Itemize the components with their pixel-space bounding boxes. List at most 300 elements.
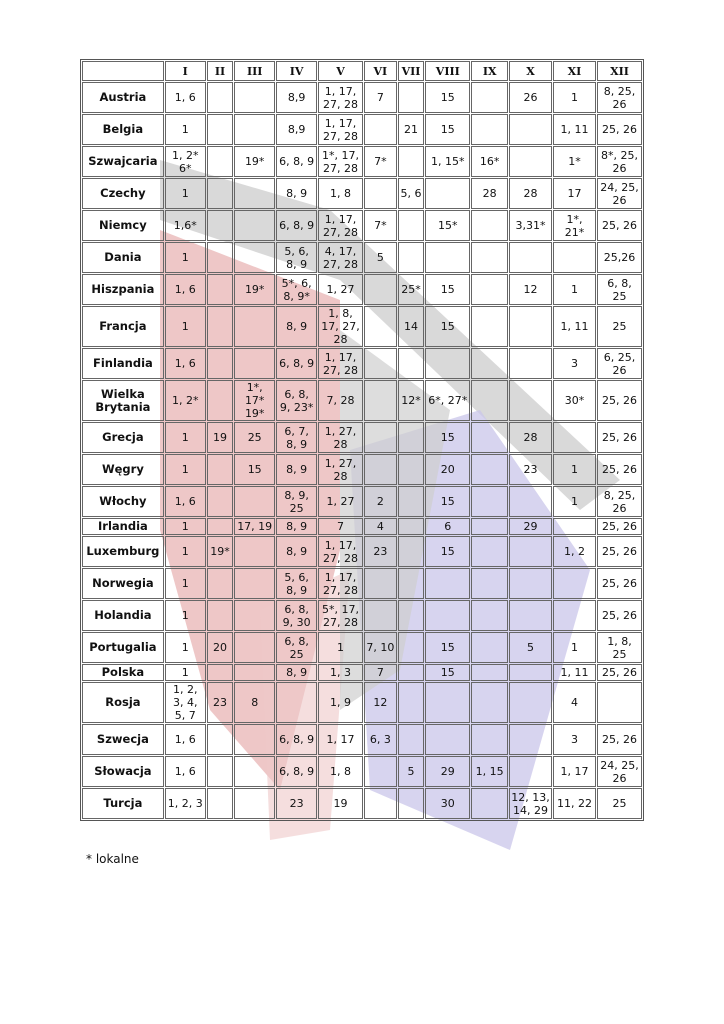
holiday-dates-cell: 1	[165, 632, 206, 663]
holiday-dates-cell: 7*	[364, 146, 397, 177]
holiday-dates-cell	[553, 600, 596, 631]
holiday-dates-cell	[234, 210, 275, 241]
holiday-dates-cell	[509, 756, 552, 787]
holiday-dates-cell: 1, 17, 27, 28	[318, 210, 363, 241]
holiday-dates-cell: 25, 26	[597, 518, 642, 535]
holiday-dates-cell: 1, 6	[165, 756, 206, 787]
holiday-dates-cell	[364, 178, 397, 209]
holiday-dates-cell: 15	[425, 422, 470, 453]
country-name: Rosja	[82, 682, 164, 723]
holiday-dates-cell	[471, 306, 508, 347]
holiday-dates-cell	[398, 454, 425, 485]
holiday-dates-cell: 1, 2, 3, 4, 5, 7	[165, 682, 206, 723]
holiday-dates-cell: 7	[364, 82, 397, 113]
holiday-dates-cell	[207, 146, 234, 177]
holiday-dates-cell	[398, 682, 425, 723]
holiday-dates-cell	[471, 664, 508, 681]
holiday-dates-cell	[234, 348, 275, 379]
country-name: Turcja	[82, 788, 164, 819]
holiday-dates-cell: 1, 27, 28	[318, 454, 363, 485]
holiday-dates-cell: 25, 26	[597, 664, 642, 681]
table-row	[82, 114, 642, 145]
holiday-dates-cell	[471, 600, 508, 631]
holiday-dates-cell	[509, 146, 552, 177]
holiday-dates-cell: 1, 8	[318, 756, 363, 787]
holiday-dates-cell	[234, 536, 275, 567]
holiday-dates-cell: 8	[234, 682, 275, 723]
country-name: Szwajcaria	[82, 146, 164, 177]
holiday-dates-cell: 1	[165, 536, 206, 567]
holiday-dates-cell: 1, 8	[318, 178, 363, 209]
holiday-dates-cell: 6, 7, 8, 9	[276, 422, 317, 453]
holiday-dates-cell: 1, 8, 25	[597, 632, 642, 663]
holiday-dates-cell: 12	[509, 274, 552, 305]
holiday-dates-cell: 8, 9	[276, 306, 317, 347]
country-name: Francja	[82, 306, 164, 347]
holiday-dates-cell	[398, 486, 425, 517]
table-row	[82, 756, 642, 787]
header-month: VII	[398, 61, 425, 81]
holiday-dates-cell	[207, 178, 234, 209]
holiday-dates-cell: 25, 26	[597, 536, 642, 567]
holiday-dates-cell: 8, 9	[276, 536, 317, 567]
holiday-dates-cell: 1, 8, 17, 27, 28	[318, 306, 363, 347]
holiday-dates-cell: 19	[318, 788, 363, 819]
holiday-dates-cell: 16*	[471, 146, 508, 177]
holiday-dates-cell	[364, 274, 397, 305]
holiday-dates-cell	[364, 568, 397, 599]
table-row	[82, 306, 642, 347]
holiday-dates-cell	[364, 454, 397, 485]
holiday-dates-cell: 6, 3	[364, 724, 397, 755]
holiday-dates-cell	[471, 518, 508, 535]
holiday-dates-cell: 7	[318, 518, 363, 535]
header-month: VI	[364, 61, 397, 81]
holiday-dates-cell: 1	[165, 664, 206, 681]
holiday-dates-cell: 26	[509, 82, 552, 113]
holiday-dates-cell	[398, 724, 425, 755]
holiday-dates-cell: 1, 17, 27, 28	[318, 82, 363, 113]
holiday-dates-cell	[398, 632, 425, 663]
holiday-dates-cell	[471, 380, 508, 421]
holiday-dates-cell: 25, 26	[597, 380, 642, 421]
holiday-dates-cell: 1, 2, 3	[165, 788, 206, 819]
holiday-dates-cell	[471, 422, 508, 453]
holiday-dates-cell: 25*	[398, 274, 425, 305]
holiday-dates-cell	[425, 682, 470, 723]
holiday-dates-cell	[398, 422, 425, 453]
holiday-dates-cell: 1,6*	[165, 210, 206, 241]
holiday-dates-cell	[234, 568, 275, 599]
holiday-dates-cell: 1*	[553, 146, 596, 177]
holiday-dates-cell: 8,9	[276, 82, 317, 113]
holiday-dates-cell: 15	[425, 114, 470, 145]
holiday-dates-cell: 1, 27, 28	[318, 422, 363, 453]
country-name: Włochy	[82, 486, 164, 517]
holiday-dates-cell	[207, 242, 234, 273]
holiday-dates-cell: 25, 26	[597, 568, 642, 599]
country-name: Austria	[82, 82, 164, 113]
table-row	[82, 210, 642, 241]
holiday-dates-cell: 23	[364, 536, 397, 567]
holiday-dates-cell: 1	[165, 454, 206, 485]
country-name: Irlandia	[82, 518, 164, 535]
holiday-dates-cell	[425, 178, 470, 209]
holiday-dates-cell	[207, 306, 234, 347]
holiday-dates-cell: 4	[364, 518, 397, 535]
table-row	[82, 82, 642, 113]
holiday-dates-cell: 25	[597, 788, 642, 819]
holiday-dates-cell: 15	[425, 306, 470, 347]
holiday-dates-cell	[509, 536, 552, 567]
table-row	[82, 724, 642, 755]
country-name: Czechy	[82, 178, 164, 209]
holiday-dates-cell	[234, 486, 275, 517]
country-name: Słowacja	[82, 756, 164, 787]
holiday-dates-cell	[471, 82, 508, 113]
holiday-dates-cell: 1	[165, 568, 206, 599]
holiday-dates-cell	[553, 242, 596, 273]
holiday-dates-cell: 12*	[398, 380, 425, 421]
table-row	[82, 454, 642, 485]
table-row	[82, 788, 642, 819]
holiday-dates-cell	[234, 600, 275, 631]
holiday-dates-cell: 1, 6	[165, 82, 206, 113]
holiday-dates-cell: 6, 8, 9, 23*	[276, 380, 317, 421]
holiday-dates-cell: 4	[553, 682, 596, 723]
country-name: Luxemburg	[82, 536, 164, 567]
header-month: IX	[471, 61, 508, 81]
holiday-dates-cell: 5*, 17, 27, 28	[318, 600, 363, 631]
table-row	[82, 242, 642, 273]
country-name: Niemcy	[82, 210, 164, 241]
holiday-dates-cell: 1	[553, 486, 596, 517]
holiday-dates-cell: 19*	[207, 536, 234, 567]
holiday-dates-cell: 5	[398, 756, 425, 787]
holiday-dates-cell	[553, 422, 596, 453]
holiday-dates-cell: 19	[207, 422, 234, 453]
holiday-table	[80, 59, 644, 821]
holiday-dates-cell: 1	[553, 274, 596, 305]
holiday-dates-cell: 5*, 6, 8, 9*	[276, 274, 317, 305]
country-name: Holandia	[82, 600, 164, 631]
holiday-dates-cell	[398, 568, 425, 599]
holiday-dates-cell	[398, 664, 425, 681]
holiday-dates-cell: 1, 17, 27, 28	[318, 536, 363, 567]
holiday-dates-cell: 19*	[234, 146, 275, 177]
holiday-dates-cell: 8, 9, 25	[276, 486, 317, 517]
holiday-dates-cell: 28	[509, 178, 552, 209]
holiday-dates-cell	[509, 306, 552, 347]
header-corner	[82, 61, 164, 81]
holiday-dates-cell	[234, 756, 275, 787]
holiday-dates-cell: 1*, 21*	[553, 210, 596, 241]
holiday-dates-cell	[597, 682, 642, 723]
holiday-dates-cell: 1	[553, 632, 596, 663]
header-month: V	[318, 61, 363, 81]
holiday-dates-cell: 5, 6, 8, 9	[276, 242, 317, 273]
holiday-dates-cell: 1	[553, 82, 596, 113]
holiday-dates-cell: 28	[471, 178, 508, 209]
holiday-dates-cell	[471, 210, 508, 241]
holiday-dates-cell	[234, 82, 275, 113]
holiday-dates-cell: 1*, 17, 27, 28	[318, 146, 363, 177]
holiday-dates-cell: 7*	[364, 210, 397, 241]
holiday-dates-cell	[207, 114, 234, 145]
holiday-dates-cell	[364, 788, 397, 819]
holiday-dates-cell: 6, 8, 9	[276, 348, 317, 379]
holiday-dates-cell	[509, 114, 552, 145]
holiday-dates-cell: 1, 11	[553, 114, 596, 145]
holiday-dates-cell: 15	[425, 82, 470, 113]
holiday-dates-cell: 1, 17, 27, 28	[318, 348, 363, 379]
header-month: XII	[597, 61, 642, 81]
holiday-dates-cell: 6, 8, 9, 30	[276, 600, 317, 631]
header-month: III	[234, 61, 275, 81]
header-month: VIII	[425, 61, 470, 81]
holiday-dates-cell	[553, 568, 596, 599]
holiday-dates-cell	[509, 664, 552, 681]
holiday-dates-cell: 6, 8, 25	[597, 274, 642, 305]
holiday-dates-cell	[234, 664, 275, 681]
holiday-dates-cell	[234, 724, 275, 755]
holiday-dates-cell: 8,9	[276, 114, 317, 145]
holiday-dates-cell	[207, 568, 234, 599]
holiday-dates-cell: 1, 17	[318, 724, 363, 755]
holiday-dates-cell: 6, 8, 9	[276, 146, 317, 177]
holiday-dates-cell	[364, 756, 397, 787]
holiday-dates-cell: 25, 26	[597, 114, 642, 145]
holiday-dates-cell: 30	[425, 788, 470, 819]
holiday-dates-cell: 5	[364, 242, 397, 273]
holiday-dates-cell: 6, 8, 9	[276, 210, 317, 241]
holiday-dates-cell	[364, 422, 397, 453]
holiday-dates-cell	[509, 682, 552, 723]
table-body	[82, 82, 642, 819]
holiday-dates-cell: 1	[553, 454, 596, 485]
country-name: Portugalia	[82, 632, 164, 663]
holiday-dates-cell	[207, 348, 234, 379]
holiday-dates-cell: 24, 25, 26	[597, 756, 642, 787]
country-name: Finlandia	[82, 348, 164, 379]
holiday-dates-cell	[471, 724, 508, 755]
holiday-dates-cell: 1	[165, 600, 206, 631]
holiday-dates-cell	[207, 486, 234, 517]
holiday-dates-cell	[234, 178, 275, 209]
table-row	[82, 632, 642, 663]
holiday-dates-cell	[509, 724, 552, 755]
holiday-dates-cell: 1	[165, 178, 206, 209]
holiday-dates-cell: 29	[425, 756, 470, 787]
holiday-dates-cell: 6	[425, 518, 470, 535]
holiday-dates-cell: 23	[276, 788, 317, 819]
holiday-dates-cell	[471, 632, 508, 663]
holiday-dates-cell	[425, 600, 470, 631]
holiday-dates-cell	[364, 348, 397, 379]
holiday-dates-cell: 3	[553, 724, 596, 755]
holiday-dates-cell	[398, 600, 425, 631]
table-row	[82, 178, 642, 209]
holiday-dates-cell: 15	[425, 486, 470, 517]
holiday-dates-cell: 21	[398, 114, 425, 145]
holiday-dates-cell: 1, 17, 27, 28	[318, 114, 363, 145]
country-name: Węgry	[82, 454, 164, 485]
holiday-dates-cell: 1, 9	[318, 682, 363, 723]
holiday-dates-cell: 1, 6	[165, 348, 206, 379]
holiday-dates-cell: 7, 28	[318, 380, 363, 421]
holiday-dates-cell	[398, 242, 425, 273]
holiday-dates-cell	[364, 600, 397, 631]
holiday-dates-cell: 12, 13, 14, 29	[509, 788, 552, 819]
holiday-dates-cell: 25, 26	[597, 210, 642, 241]
holiday-dates-cell	[398, 210, 425, 241]
holiday-dates-cell: 3,31*	[509, 210, 552, 241]
holiday-dates-cell	[509, 600, 552, 631]
holiday-dates-cell: 8, 25, 26	[597, 82, 642, 113]
header-month: XI	[553, 61, 596, 81]
holiday-dates-cell: 6, 8, 9	[276, 756, 317, 787]
holiday-dates-cell: 29	[509, 518, 552, 535]
holiday-dates-cell: 8, 25, 26	[597, 486, 642, 517]
holiday-dates-cell: 15	[425, 536, 470, 567]
holiday-dates-cell: 7, 10	[364, 632, 397, 663]
holiday-dates-cell: 5, 6, 8, 9	[276, 568, 317, 599]
country-name: Polska	[82, 664, 164, 681]
table-row	[82, 568, 642, 599]
holiday-dates-cell: 25, 26	[597, 454, 642, 485]
holiday-dates-cell: 1	[165, 242, 206, 273]
holiday-dates-cell: 30*	[553, 380, 596, 421]
holiday-dates-cell	[509, 242, 552, 273]
holiday-dates-cell: 1, 17	[553, 756, 596, 787]
holiday-dates-cell: 11, 22	[553, 788, 596, 819]
table-row	[82, 518, 642, 535]
table-row	[82, 146, 642, 177]
holiday-dates-cell: 15	[234, 454, 275, 485]
holiday-dates-cell: 6, 8, 25	[276, 632, 317, 663]
holiday-dates-cell: 1, 11	[553, 664, 596, 681]
holiday-dates-cell: 3	[553, 348, 596, 379]
header-month: II	[207, 61, 234, 81]
holiday-dates-cell: 17	[553, 178, 596, 209]
holiday-dates-cell	[398, 82, 425, 113]
country-name: Belgia	[82, 114, 164, 145]
holiday-dates-cell: 1, 11	[553, 306, 596, 347]
holiday-dates-cell: 1, 15*	[425, 146, 470, 177]
holiday-dates-cell	[234, 632, 275, 663]
holiday-dates-cell: 4, 17, 27, 28	[318, 242, 363, 273]
holiday-dates-cell	[276, 682, 317, 723]
holiday-dates-cell	[364, 114, 397, 145]
holiday-dates-cell: 25, 26	[597, 600, 642, 631]
holiday-dates-cell: 1, 2	[553, 536, 596, 567]
country-name: Grecja	[82, 422, 164, 453]
holiday-dates-cell	[207, 664, 234, 681]
table-row	[82, 274, 642, 305]
holiday-dates-cell: 24, 25, 26	[597, 178, 642, 209]
holiday-dates-cell: 1	[165, 114, 206, 145]
table-row	[82, 664, 642, 681]
holiday-dates-cell	[471, 486, 508, 517]
holiday-dates-cell: 6*, 27*	[425, 380, 470, 421]
country-name: Hiszpania	[82, 274, 164, 305]
holiday-dates-cell	[471, 274, 508, 305]
holiday-dates-cell: 28	[509, 422, 552, 453]
holiday-dates-cell: 6, 25, 26	[597, 348, 642, 379]
holiday-dates-cell	[425, 724, 470, 755]
holiday-dates-cell	[471, 568, 508, 599]
table-row	[82, 380, 642, 421]
holiday-dates-cell: 1, 2* 6*	[165, 146, 206, 177]
holiday-dates-cell	[471, 788, 508, 819]
holiday-dates-cell	[398, 348, 425, 379]
table-row	[82, 536, 642, 567]
table-row	[82, 486, 642, 517]
holiday-dates-cell	[425, 568, 470, 599]
holiday-dates-cell	[398, 518, 425, 535]
holiday-dates-cell	[398, 536, 425, 567]
holiday-dates-cell	[234, 306, 275, 347]
holiday-dates-cell: 1	[165, 422, 206, 453]
holiday-dates-cell: 17, 19	[234, 518, 275, 535]
holiday-dates-cell	[425, 348, 470, 379]
holiday-dates-cell: 8*, 25, 26	[597, 146, 642, 177]
holiday-dates-cell	[207, 600, 234, 631]
table-row	[82, 348, 642, 379]
holiday-dates-cell: 15	[425, 274, 470, 305]
holiday-dates-cell: 1	[165, 518, 206, 535]
holiday-dates-cell	[234, 788, 275, 819]
table-row	[82, 682, 642, 723]
holiday-dates-cell	[207, 518, 234, 535]
holiday-dates-cell	[509, 568, 552, 599]
holiday-dates-cell: 1, 27	[318, 486, 363, 517]
holiday-dates-cell	[471, 682, 508, 723]
table-row	[82, 422, 642, 453]
holiday-dates-cell: 8, 9	[276, 518, 317, 535]
country-name: Dania	[82, 242, 164, 273]
holiday-dates-cell	[207, 82, 234, 113]
holiday-dates-cell	[364, 380, 397, 421]
holiday-dates-cell: 6, 8, 9	[276, 724, 317, 755]
holiday-dates-cell: 1	[165, 306, 206, 347]
holiday-dates-cell: 20	[207, 632, 234, 663]
holiday-dates-cell: 8, 9	[276, 454, 317, 485]
holiday-dates-cell: 2	[364, 486, 397, 517]
holiday-dates-cell: 1, 15	[471, 756, 508, 787]
country-name: Norwegia	[82, 568, 164, 599]
holiday-dates-cell: 20	[425, 454, 470, 485]
holiday-dates-cell: 25, 26	[597, 724, 642, 755]
holiday-dates-cell: 5, 6	[398, 178, 425, 209]
holiday-dates-cell: 25,26	[597, 242, 642, 273]
holiday-dates-cell: 1*, 17* 19*	[234, 380, 275, 421]
header-month: X	[509, 61, 552, 81]
holiday-dates-cell	[553, 518, 596, 535]
table-row	[82, 600, 642, 631]
holiday-dates-cell	[425, 242, 470, 273]
holiday-dates-cell: 15	[425, 664, 470, 681]
holiday-dates-cell: 1, 27	[318, 274, 363, 305]
holiday-dates-cell: 25	[234, 422, 275, 453]
holiday-dates-cell	[509, 486, 552, 517]
holiday-dates-cell: 8, 9	[276, 664, 317, 681]
holiday-dates-cell	[398, 146, 425, 177]
holiday-dates-cell: 1, 17, 27, 28	[318, 568, 363, 599]
holiday-dates-cell	[471, 536, 508, 567]
holiday-dates-cell	[207, 380, 234, 421]
holiday-dates-cell: 7	[364, 664, 397, 681]
